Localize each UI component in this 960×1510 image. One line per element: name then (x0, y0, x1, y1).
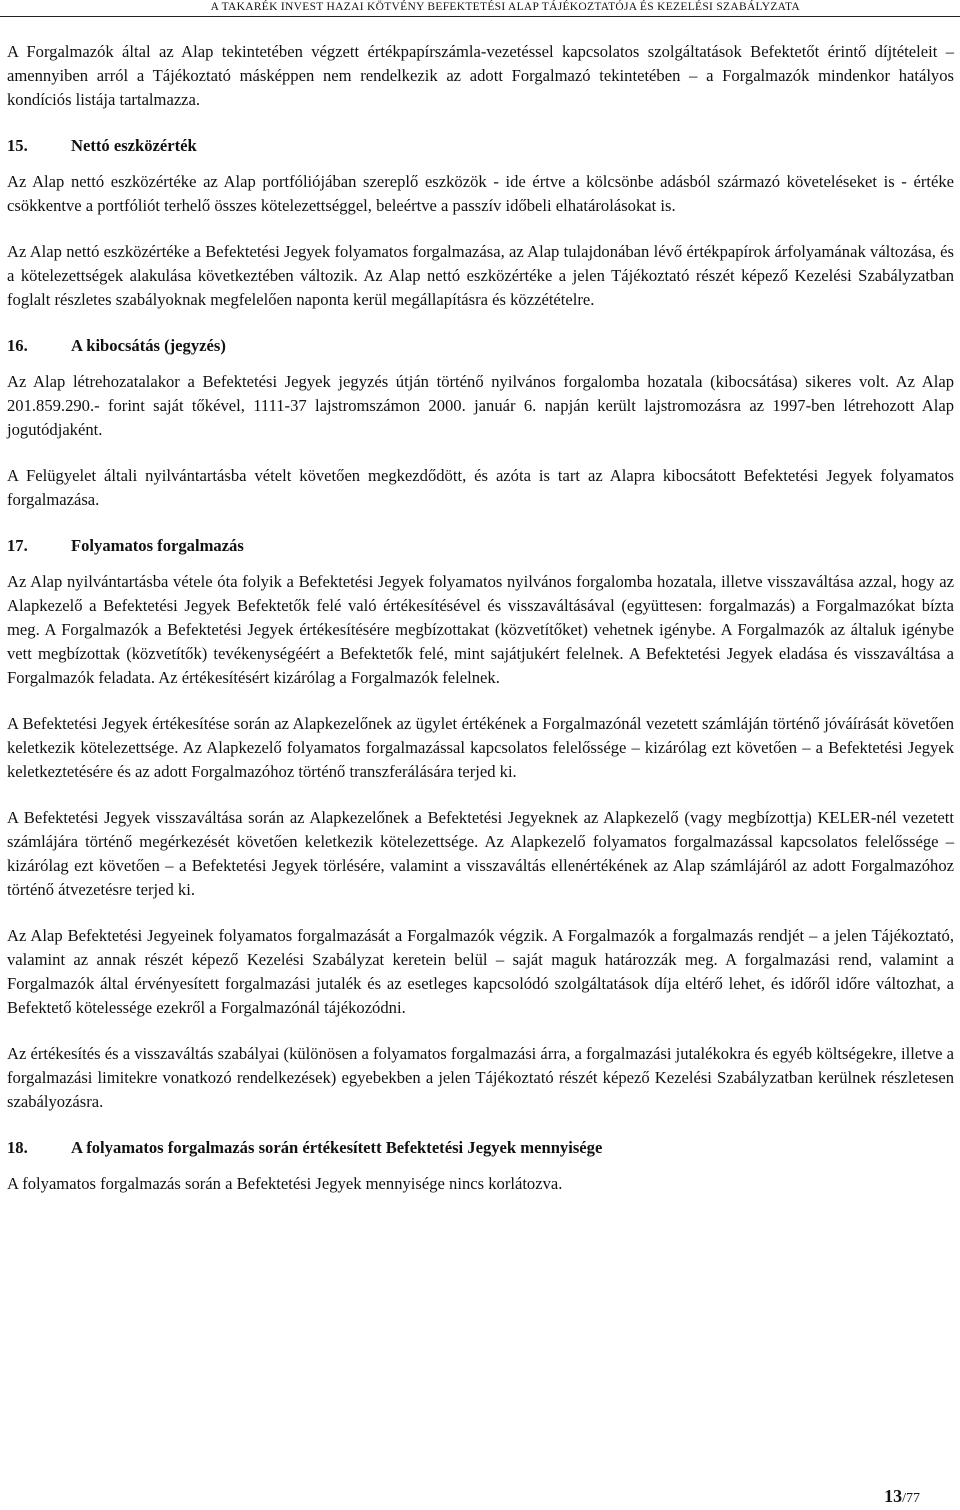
section-title: Folyamatos forgalmazás (71, 536, 244, 555)
section-paragraph: Az Alap nettó eszközértéke a Befektetési Jegyek folyamatos forgalmazása, az Alap tulajdonában lévő értékpapírok árfolyamának változása, és a kötelezettségek alakulása következtében változik. Az Alap nettó eszközértéke a jelen Tájékoztató részét képező Kezelési Szabályzatban foglalt részletes szabályoknak megfelelően naponta kerül megállapításra és közzétételre. (7, 242, 954, 309)
section-heading-17 (7, 534, 954, 558)
section-paragraph: A folyamatos forgalmazás során a Befektetési Jegyek mennyisége nincs korlátozva. (7, 1174, 563, 1193)
section-paragraph: A Felügyelet általi nyilvántartásba vételt követően megkezdődött, és azóta is tart az Alapra kibocsátott Befektetési Jegyek folyamatos forgalmazása. (7, 466, 954, 509)
header-title: A TAKARÉK INVEST HAZAI KÖTVÉNY BEFEKTETÉSI ALAP TÁJÉKOZTATÓJA ÉS KEZELÉSI SZABÁLYZATA (210, 1, 800, 13)
document-body (7, 40, 954, 1218)
section-title: A folyamatos forgalmazás során értékesített Befektetési Jegyek mennyisége (71, 1138, 603, 1157)
section-paragraph: A Befektetési Jegyek értékesítése során az Alapkezelőnek az ügylet értékének a Forgalmazónál vezetett számláján történő jóváírását követően keletkezik kötelezettsége. Az Alapkezelő folyamatos forgalmazással kapcsolatos felelőssége – kizárólag ezt követően – a Befektetési Jegyek keletkeztetésére és az adott Forgalmazóhoz történő transzferálására terjed ki. (7, 714, 954, 781)
page-number (884, 1486, 920, 1507)
section-title: Nettó eszközérték (71, 136, 197, 155)
intro-paragraph: A Forgalmazók által az Alap tekintetében végzett értékpapírszámla-vezetéssel kapcsolatos szolgáltatások Befektetőt érintő díjtételeit – amennyiben arról a Tájékoztató másképpen nem rendelkezik az adott Forgalmazó tekintetében – a Forgalmazók mindenkor hatályos kondíciós listája tartalmazza. (7, 42, 954, 109)
section-paragraph: Az Alap Befektetési Jegyeinek folyamatos forgalmazását a Forgalmazók végzik. A Forgalmazók a forgalmazás rendjét – a jelen Tájékoztató, valamint az annak részét képező Kezelési Szabályzat keretein belül – saját maguk határozzák meg. A forgalmazási rend, valamint a Forgalmazók által érvényesített forgalmazási jutalék és az esetleges kapcsolódó szolgáltatások díja eltérő lehet, és időről időre változhat, a Befektető kötelessége ezekről a Forgalmazónál tájékozódni. (7, 926, 954, 1017)
section-number: 15. (7, 136, 28, 155)
section-paragraph: Az Alap nyilvántartásba vétele óta folyik a Befektetési Jegyek folyamatos nyilvános forgalomba hozatala, illetve visszaváltása azzal, hogy az Alapkezelő a Befektetési Jegyek Befektetők felé való értékesítésével és visszaváltásával (együttesen: forgalmazás) a Forgalmazókat bízta meg. A Forgalmazók a Befektetési Jegyek értékesítésére megbízottakat (közvetítőket) vehetnek igénybe. A Forgalmazók az általuk igénybe vett megbízottak (közvetítők) tevékenységéért a Befektetők felé, mint sajátjukért felelnek. A Befektetési Jegyek eladása és visszaváltása a Forgalmazók feladata. Az értékesítésért kizárólag a Forgalmazók felelnek. (7, 572, 954, 687)
current-page: 13 (884, 1486, 903, 1506)
section-heading-16 (7, 334, 954, 358)
section-title: A kibocsátás (jegyzés) (71, 336, 226, 355)
section-number: 18. (7, 1138, 28, 1157)
section-paragraph: Az Alap létrehozatalakor a Befektetési Jegyek jegyzés útján történő nyilvános forgalomba hozatala (kibocsátása) sikeres volt. Az Alap 201.859.290.- forint saját tőkével, 1111-37 lajstromszámon 2000. január 6. napján került lajstromozásra az 1997-ben létrehozott Alap jogutódjaként. (7, 372, 954, 439)
page-header (0, 0, 960, 17)
section-heading-18 (7, 1136, 954, 1160)
section-number: 16. (7, 336, 28, 355)
section-paragraph: Az Alap nettó eszközértéke az Alap portfóliójában szereplő eszközök - ide értve a kölcsönbe adásból származó követeléseket is - értéke csökkentve a portfóliót terhelő összes kötelezettséggel, beleértve a passzív időbeli elhatárolásokat is. (7, 172, 954, 215)
section-number: 17. (7, 536, 28, 555)
section-paragraph: Az értékesítés és a visszaváltás szabályai (különösen a folyamatos forgalmazási árra, a forgalmazási jutalékokra és egyéb költségekre, illetve a forgalmazási limitekre vonatkozó rendelkezések) egyebekben a jelen Tájékoztató részét képező Kezelési Szabályzatban kerülnek részletesen szabályozásra. (7, 1044, 954, 1111)
section-heading-15 (7, 134, 954, 158)
total-pages: /77 (902, 1491, 920, 1506)
section-paragraph: A Befektetési Jegyek visszaváltása során az Alapkezelőnek a Befektetési Jegyeknek az Alapkezelő (vagy megbízottja) KELER-nél vezetett számlájára történő megérkezését követően keletkezik kötelezettsége. Az Alapkezelő folyamatos forgalmazással kapcsolatos felelőssége – kizárólag ezt követően – a Befektetési Jegyek törlésére, valamint a visszaváltás ellenértékének az Alap számlájáról az adott Forgalmazóhoz történő átvezetésre terjed ki. (7, 808, 954, 899)
